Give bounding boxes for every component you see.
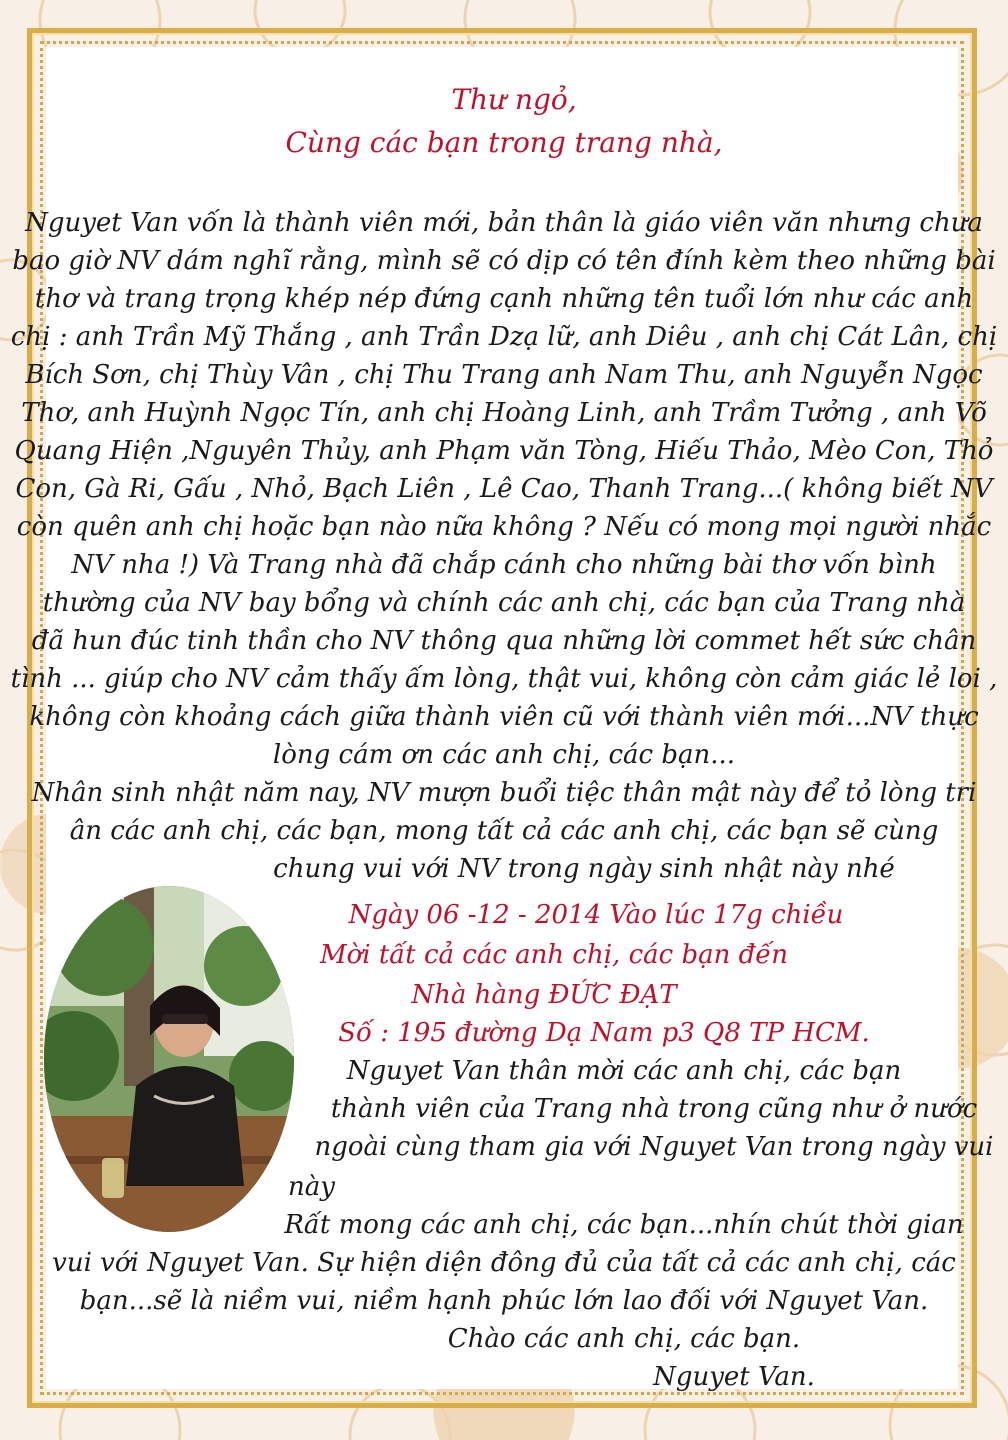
body-line: Quang Hiện ,Nguyên Thủy, anh Phạm văn Tòng, Hiếu Thảo, Mèo Con, Thỏ [14,436,994,466]
body-line: lòng cám ơn các anh chị, các bạn... [272,740,736,770]
body-line: tình ... giúp cho NV cảm thấy ấm lòng, thật vui, không còn cảm giác lẻ loi , [10,664,998,694]
closing-line: ngoài cùng tham gia với Nguyet Van trong ngày vui [314,1132,994,1162]
event-address: Số : 195 đường Dạ Nam p3 Q8 TP HCM. [338,1018,870,1048]
heading-greeting: Thư ngỏ, [451,83,577,116]
closing-line: này [288,1172,335,1202]
body-line: chung vui với NV trong ngày sinh nhật này nhé [273,854,895,884]
event-venue: Nhà hàng ĐỨC ĐẠT [411,980,677,1010]
body-line: còn quên anh chị hoặc bạn nào nữa không ? Nếu có mong mọi người nhắc [16,512,992,542]
body-line: bao giờ NV dám nghĩ rằng, mình sẽ có dịp có tên đính kèm theo những bài [12,246,996,276]
closing-line: bạn...sẽ là niềm vui, niềm hạnh phúc lớn lao đối với Nguyet Van. [79,1286,929,1316]
event-date: Ngày 06 -12 - 2014 Vào lúc 17g chiều [348,900,844,930]
closing-line: vui với Nguyet Van. Sự hiện diện đông đủ của tất cả các anh chị, các [52,1248,956,1278]
closing-line: thành viên của Trang nhà trong cũng như ở nước [330,1094,978,1124]
closing-line: Chào các anh chị, các bạn. [447,1324,801,1354]
body-line: Thơ, anh Huỳnh Ngọc Tín, anh chị Hoàng Linh, anh Trầm Tưởng , anh Võ [21,398,987,428]
body-line: ân các anh chị, các bạn, mong tất cả các anh chị, các bạn sẽ cùng [69,816,939,846]
body-line: NV nha !) Và Trang nhà đã chắp cánh cho những bài thơ vốn bình [71,550,937,580]
body-line: thường của NV bay bổng và chính các anh chị, các bạn của Trang nhà [42,588,966,618]
body-line: đã hun đúc tinh thần cho NV thông qua những lời commet hết sức chân [31,626,977,656]
signature: Nguyet Van. [653,1362,815,1392]
heading-salutation: Cùng các bạn trong trang nhà, [285,126,723,159]
body-line: Nguyet Van vốn là thành viên mới, bản thân là giáo viên văn nhưng chưa [25,208,983,238]
body-line: thơ và trang trọng khép nép đứng cạnh những tên tuổi lớn như các anh [34,284,974,314]
closing-line: Nguyet Van thân mời các anh chị, các bạn [346,1056,902,1086]
body-line: chị : anh Trần Mỹ Thắng , anh Trần Dzạ lữ, anh Diêu , anh chị Cát Lân, chị [10,322,998,352]
event-invite: Mời tất cả các anh chị, các bạn đến [320,940,788,970]
body-line: Nhân sinh nhật năm nay, NV mượn buổi tiệc thân mật này để tỏ lòng tri [31,778,977,808]
body-line: Bích Sơn, chị Thùy Vân , chị Thu Trang anh Nam Thu, anh Nguyễn Ngọc [25,360,983,390]
body-line: không còn khoảng cách giữa thành viên cũ với thành viên mới...NV thực [29,702,979,732]
closing-line: Rất mong các anh chị, các bạn...nhín chút thời gian [284,1210,964,1240]
body-line: Con, Gà Ri, Gấu , Nhỏ, Bạch Liên , Lê Cao, Thanh Trang...( không biết NV [15,474,993,504]
